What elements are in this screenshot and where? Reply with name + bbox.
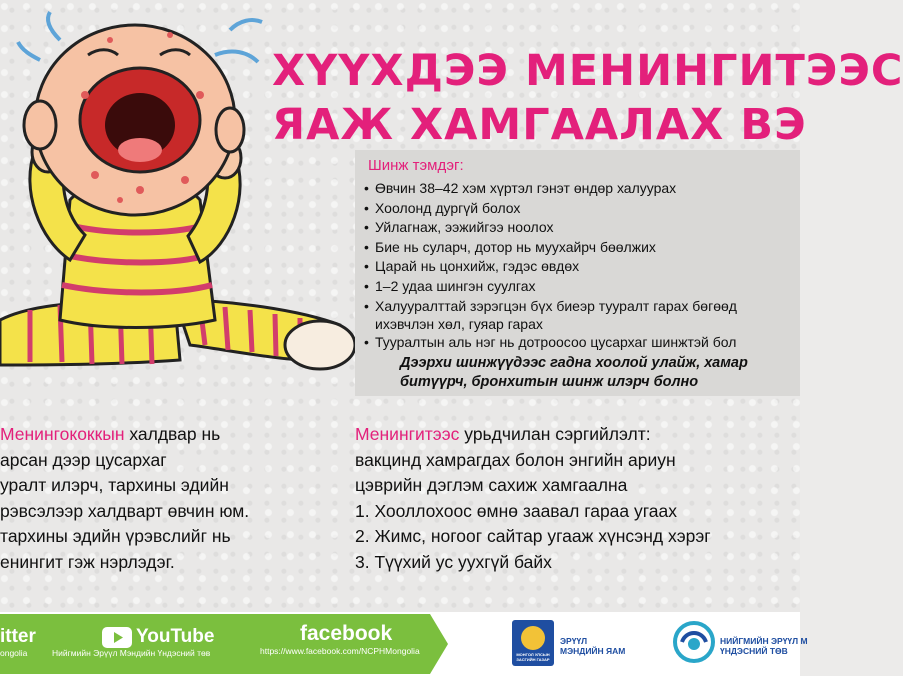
ministry-emblem-caption: МОНГОЛ УЛСЫН ЗАСГИЙН ГАЗАР: [516, 652, 550, 662]
facebook-url: https://www.facebook.com/NCPHMongolia: [260, 646, 420, 656]
twitter-link[interactable]: [0, 626, 36, 658]
info-line: уралт илэрч, тархины эдийн: [0, 475, 229, 495]
symptom-item-text: Халууралттай зэрэгцэн бүх биеэр тууралт гарах бөгөөд: [375, 297, 737, 314]
symptom-item: • 1–2 удаа шингэн суулгах: [364, 277, 737, 297]
prevention-step: 1. Хооллохоос өмнө заавал гараа угаах: [355, 500, 677, 521]
symptoms-note: [400, 354, 748, 392]
meningococcal-highlight: Менингококкын: [0, 424, 125, 444]
symptoms-heading: Шинж тэмдэг:: [368, 157, 464, 174]
ministry-name: [560, 636, 625, 656]
symptoms-list: [364, 179, 737, 352]
page-title: [272, 44, 903, 152]
prevention-highlight: Менингитээс: [355, 424, 460, 444]
ncph-line: НИЙГМИЙН ЭРҮҮЛ М: [720, 636, 808, 646]
info-line: енингит гэж нэрлэдэг.: [0, 551, 175, 572]
prevention-line: цэврийн дэглэм сахиж хамгаална: [355, 475, 628, 495]
symptom-item: • Хоолонд дургүй болох: [364, 199, 737, 219]
youtube-play-icon: [102, 627, 132, 648]
info-line: арсан дээр цусархаг: [0, 449, 167, 470]
youtube-label: YouTube: [136, 626, 215, 647]
prevention-line: урьдчилан сэргийлэлт:: [459, 424, 651, 444]
twitter-label: itter: [0, 626, 36, 647]
symptom-item-continued: ихэвчлэн хөл, гуяар гарах: [375, 315, 543, 332]
ncph-name: [720, 636, 808, 656]
youtube-sub: Нийгмийн Эрүүл Мэндийн Үндэсний төв: [52, 648, 211, 658]
ncph-line: ҮНДЭСНИЙ ТӨВ: [720, 646, 788, 656]
info-line: халдвар нь: [124, 424, 221, 444]
symptom-item: • Бие нь суларч, дотор нь муухайрч бөөлжих: [364, 238, 737, 258]
title-line-2: ЯАЖ ХАМГААЛАХ ВЭ: [272, 100, 807, 150]
title-line-1: ХҮҮХДЭЭ МЕНИНГИТЭЭС: [272, 46, 903, 96]
ministry-line: МЭНДИЙН ЯАМ: [560, 646, 626, 656]
ministry-emblem: [512, 620, 554, 666]
prevention-info: [355, 422, 711, 575]
emblem-icon: [521, 626, 545, 650]
youtube-link[interactable]: [52, 626, 215, 658]
symptom-item: • Уйлагнаж, ээжийгээ ноолох: [364, 218, 737, 238]
symptoms-note-line: Дээрхи шинжүүдээс гадна хоолой улайж, хамар: [400, 355, 748, 371]
info-line: тархины эдийн үрэвслийг нь: [0, 526, 231, 546]
symptom-item: [364, 297, 737, 333]
prevention-line: вакцинд хамрагдах болон энгийн ариун: [355, 449, 676, 470]
twitter-sub: ongolia: [0, 648, 28, 658]
symptom-item: • Тууралтын аль нэг нь дотроосоо цусархаг шинжтэй бол: [364, 333, 737, 353]
symptoms-note-line: битүүрч, бронхитын шинж илэрч болно: [400, 374, 699, 390]
facebook-label: facebook: [300, 622, 393, 645]
ncph-logo-icon: [672, 620, 716, 664]
symptom-item: • Царай нь цонхийж, гэдэс өвдөх: [364, 257, 737, 277]
info-line: рэвсэлээр халдварт өвчин юм.: [0, 500, 250, 521]
prevention-step: 2. Жимс, ногоог сайтар угааж хүнсэнд хэрэг: [355, 526, 711, 546]
symptom-item: • Өвчин 38–42 хэм хүртэл гэнэт өндөр халуурах: [364, 179, 737, 199]
prevention-step: 3. Түүхий ус уухгүй байх: [355, 551, 552, 572]
facebook-link[interactable]: [260, 622, 420, 656]
ministry-line: ЭРҮҮЛ: [560, 636, 588, 646]
meningococcal-info: [0, 422, 249, 575]
